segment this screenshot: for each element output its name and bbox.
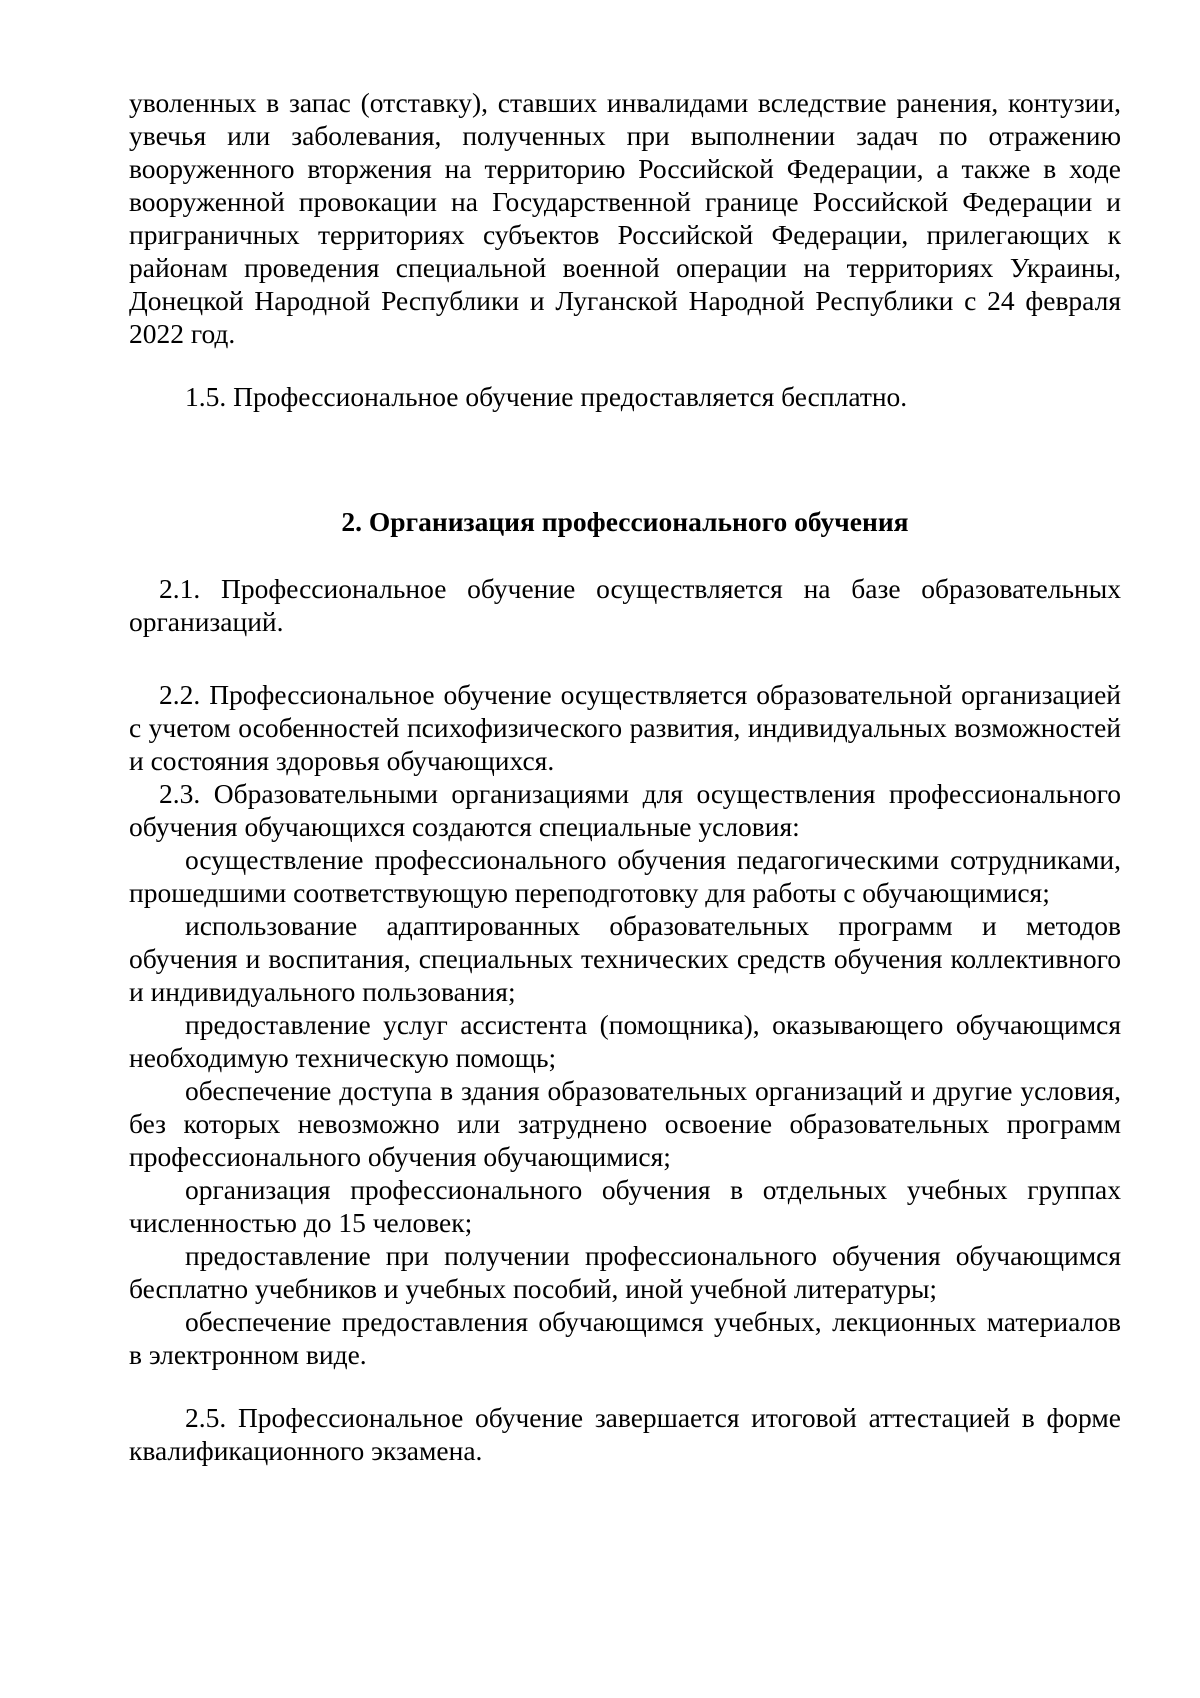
clause-2-3: 2.3. Образовательными организациями для осуществления профессионального обучения обучающихся создаются специальные условия:	[129, 778, 1121, 842]
condition-item: обеспечение доступа в здания образовательных организаций и другие условия, без которых невозможно или затруднено освоение образовательных программ профессионального обучения обучающимися;	[129, 1075, 1121, 1172]
clause-1-5: 1.5. Профессиональное обучение предоставляется бесплатно.	[185, 381, 908, 412]
condition-item: осуществление профессионального обучения педагогическими сотрудниками, прошедшими соответствующую переподготовку для работы с обучающимися;	[129, 844, 1121, 908]
condition-item: предоставление услуг ассистента (помощника), оказывающего обучающимся необходимую техническую помощь;	[129, 1009, 1121, 1073]
condition-item: использование адаптированных образовательных программ и методов обучения и воспитания, специальных технических средств обучения коллективного и индивидуального пользования;	[129, 910, 1121, 1007]
condition-item: предоставление при получении профессионального обучения обучающимся бесплатно учебников и учебных пособий, иной учебной литературы;	[129, 1240, 1121, 1304]
section-2-title: 2. Организация профессионального обучения	[341, 506, 909, 537]
condition-item: обеспечение предоставления обучающимся учебных, лекционных материалов в электронном виде.	[129, 1306, 1121, 1370]
intro-continuation-paragraph: уволенных в запас (отставку), ставших инвалидами вследствие ранения, контузии, увечья или заболевания, полученных при выполнении задач по отражению вооруженного вторжения на территорию Российской Федерации, а также в ходе вооруженной провокации на Государственной границе Российской Федерации и приграничных территориях субъектов Российской Федерации, прилегающих к районам проведения специальной военной операции на территориях Украины, Донецкой Народной Республики и Луганской Народной Республики с 24 февраля 2022 год.	[129, 87, 1121, 349]
condition-item: организация профессионального обучения в отдельных учебных группах численностью до 15 человек;	[129, 1174, 1121, 1238]
clause-2-5: 2.5. Профессиональное обучение завершается итоговой аттестацией в форме квалификационного экзамена.	[129, 1402, 1121, 1466]
clause-2-2: 2.2. Профессиональное обучение осуществляется образовательной организацией с учетом особенностей психофизического развития, индивидуальных возможностей и состояния здоровья обучающихся.	[129, 679, 1121, 776]
clause-2-1: 2.1. Профессиональное обучение осуществляется на базе образовательных организаций.	[129, 573, 1121, 637]
document-page	[129, 86, 1121, 1467]
